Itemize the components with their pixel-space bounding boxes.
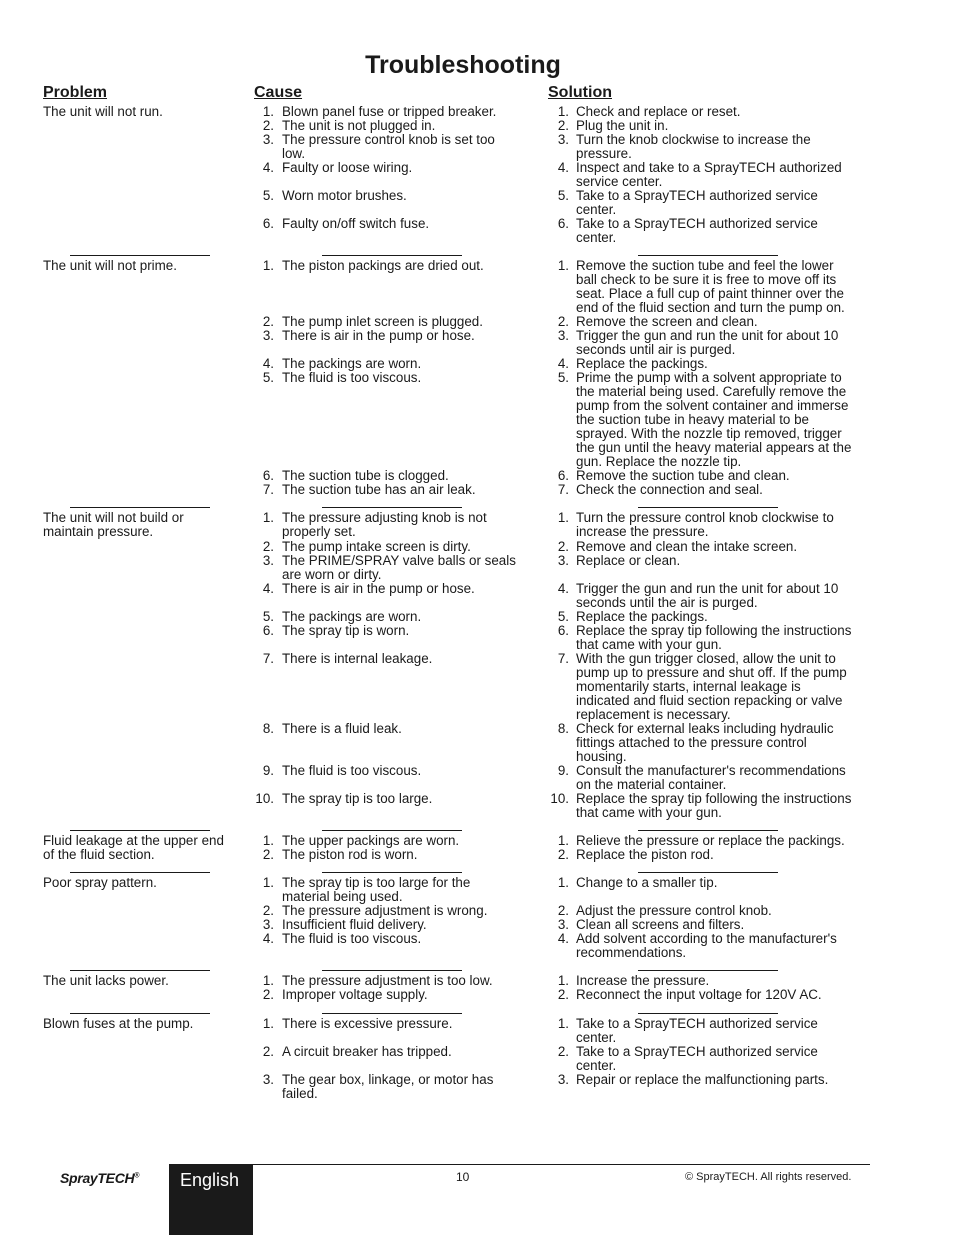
solution-text: Reconnect the input voltage for 120V AC. [576,987,822,1002]
solution-text: Check and replace or reset. [576,104,741,119]
cause-number: 6. [262,468,274,483]
problem-text: The unit will not run. [43,104,163,119]
solution-number: 8. [557,721,569,736]
cause-text: Worn motor brushes. [282,188,407,203]
cause-text: The suction tube is clogged. [282,468,449,483]
cause-number: 2. [262,1044,274,1059]
solution-number: 1. [557,833,569,848]
solution-number: 2. [557,314,569,329]
solution-text: Replace the spray tip following the instructions [576,623,852,638]
solution-number: 3. [557,1072,569,1087]
solution-text: Replace the spray tip following the instructions [576,791,852,806]
solution-text: Trigger the gun and run the unit for about 10 [576,328,839,343]
cause-number: 1. [262,1016,274,1031]
solution-number: 6. [557,216,569,231]
solution-text: service center. [576,174,663,189]
cause-text: material being used. [282,889,403,904]
cause-number: 3. [262,917,274,932]
language-label: English [180,1170,240,1190]
solution-text: seat. Place a full cup of paint thinner over the [576,286,844,301]
solution-text: fittings attached to the pressure control [576,735,807,750]
cause-number: 3. [262,1072,274,1087]
footer-rule [253,1164,870,1165]
cause-number: 1. [262,510,274,525]
section-divider-solution [638,872,778,873]
problem-column-header: Problem [43,84,108,101]
cause-text: A circuit breaker has tripped. [282,1044,452,1059]
cause-text: The pressure adjustment is wrong. [282,903,488,918]
solution-number: 3. [557,917,569,932]
problem-text: Blown fuses at the pump. [43,1016,194,1031]
cause-number: 7. [262,651,274,666]
cause-text: The pressure adjusting knob is not [282,510,487,525]
cause-text: The gear box, linkage, or motor has [282,1072,494,1087]
solution-text: Change to a smaller tip. [576,875,718,890]
solution-text: housing. [576,749,627,764]
cause-text: The upper packings are worn. [282,833,460,848]
solution-text: the material being used. Carefully remove the [576,384,847,399]
solution-number: 3. [557,553,569,568]
solution-number: 2. [557,118,569,133]
cause-number: 4. [262,160,274,175]
cause-number: 4. [262,356,274,371]
brand-name: SprayTECH [60,1170,135,1186]
solution-number: 6. [557,468,569,483]
solution-number: 5. [557,609,569,624]
cause-text: Faulty or loose wiring. [282,160,413,175]
solution-number: 3. [557,328,569,343]
section-divider-problem [70,830,210,831]
solution-column-header: Solution [548,84,612,101]
cause-number: 1. [262,258,274,273]
cause-text: There is excessive pressure. [282,1016,453,1031]
spraytech-logo [60,1170,139,1186]
cause-number: 5. [262,370,274,385]
section-divider-solution [638,507,778,508]
solution-text: Take to a SprayTECH authorized service [576,1044,818,1059]
solution-number: 2. [557,539,569,554]
solution-text: ball check to be sure it is free to move off its [576,272,837,287]
section-divider-cause [322,1013,462,1014]
solution-number: 1. [557,1016,569,1031]
cause-text: The spray tip is worn. [282,623,410,638]
cause-text: are worn or dirty. [282,567,382,582]
cause-text: There is air in the pump or hose. [282,581,475,596]
solution-text: Remove the suction tube and clean. [576,468,790,483]
solution-number: 1. [557,510,569,525]
solution-text: indicated and fluid section repacking or valve [576,693,843,708]
section-divider-problem [70,1013,210,1014]
solution-number: 4. [557,356,569,371]
solution-text: Replace the packings. [576,356,708,371]
solution-text: Remove and clean the intake screen. [576,539,798,554]
solution-text: center. [576,1030,617,1045]
cause-number: 7. [262,482,274,497]
cause-text: properly set. [282,524,356,539]
solution-text: Turn the knob clockwise to increase the [576,132,811,147]
solution-text: increase the pressure. [576,524,709,539]
cause-number: 2. [262,314,274,329]
cause-text: The pump intake screen is dirty. [282,539,471,554]
cause-number: 2. [262,903,274,918]
cause-text: The piston packings are dried out. [282,258,484,273]
cause-text: Blown panel fuse or tripped breaker. [282,104,497,119]
solution-text: Trigger the gun and run the unit for about 10 [576,581,839,596]
cause-text: There is a fluid leak. [282,721,402,736]
solution-text: With the gun trigger closed, allow the unit to [576,651,836,666]
solution-number: 5. [557,370,569,385]
cause-text: Insufficient fluid delivery. [282,917,427,932]
section-divider-cause [322,830,462,831]
cause-text: The fluid is too viscous. [282,763,422,778]
solution-text: Replace the packings. [576,609,708,624]
cause-text: The fluid is too viscous. [282,931,422,946]
solution-text: Remove the suction tube and feel the lower [576,258,834,273]
solution-number: 5. [557,188,569,203]
solution-number: 2. [557,847,569,862]
cause-text: Faulty on/off switch fuse. [282,216,430,231]
cause-text: The pump inlet screen is plugged. [282,314,483,329]
solution-text: Add solvent according to the manufacturer's [576,931,837,946]
solution-number: 4. [557,931,569,946]
solution-number: 2. [557,987,569,1002]
solution-number: 4. [557,160,569,175]
cause-number: 1. [262,973,274,988]
solution-text: Plug the unit in. [576,118,669,133]
solution-text: momentarily starts, internal leakage is [576,679,801,694]
problem-text: The unit will not prime. [43,258,177,273]
cause-text: The spray tip is too large. [282,791,433,806]
solution-number: 7. [557,651,569,666]
cause-text: The spray tip is too large for the [282,875,471,890]
cause-number: 2. [262,847,274,862]
cause-text: There is air in the pump or hose. [282,328,475,343]
problem-text: maintain pressure. [43,524,154,539]
solution-text: seconds until air is purged. [576,342,736,357]
solution-text: Check the connection and seal. [576,482,763,497]
solution-text: Take to a SprayTECH authorized service [576,216,818,231]
solution-number: 6. [557,623,569,638]
section-divider-problem [70,255,210,256]
section-divider-cause [322,507,462,508]
solution-number: 7. [557,482,569,497]
solution-text: Relieve the pressure or replace the packings. [576,833,845,848]
solution-text: Inspect and take to a SprayTECH authorized [576,160,842,175]
solution-text: center. [576,230,617,245]
section-divider-problem [70,970,210,971]
section-divider-problem [70,872,210,873]
solution-number: 1. [557,875,569,890]
cause-number: 6. [262,623,274,638]
section-divider-cause [322,255,462,256]
solution-text: Replace or clean. [576,553,681,568]
cause-text: low. [282,146,306,161]
solution-text: pump up to pressure and shut off. If the pump [576,665,847,680]
section-divider-cause [322,970,462,971]
solution-text: the suction tube in heavy material to be [576,412,809,427]
solution-text: Take to a SprayTECH authorized service [576,188,818,203]
solution-text: replacement is necessary. [576,707,731,722]
solution-number: 4. [557,581,569,596]
solution-text: pump from the solvent container and immerse [576,398,849,413]
cause-number: 9. [262,763,274,778]
problem-text: Fluid leakage at the upper end [43,833,224,848]
cause-number: 4. [262,581,274,596]
solution-text: Clean all screens and filters. [576,917,745,932]
cause-text: The suction tube has an air leak. [282,482,476,497]
cause-text: The pressure control knob is set too [282,132,495,147]
solution-text: on the material container. [576,777,727,792]
cause-number: 2. [262,118,274,133]
solution-text: Replace the piston rod. [576,847,714,862]
solution-text: sprayed. With the nozzle tip removed, trigger [576,426,842,441]
solution-number: 2. [557,1044,569,1059]
cause-number: 3. [262,328,274,343]
solution-text: Take to a SprayTECH authorized service [576,1016,818,1031]
solution-text: the gun until the heavy material appears at the [576,440,852,455]
cause-text: failed. [282,1086,318,1101]
solution-text: Repair or replace the malfunctioning parts. [576,1072,829,1087]
solution-number: 1. [557,973,569,988]
solution-number: 1. [557,104,569,119]
solution-text: center. [576,202,617,217]
solution-text: Consult the manufacturer's recommendations [576,763,846,778]
cause-text: Improper voltage supply. [282,987,428,1002]
cause-number: 6. [262,216,274,231]
solution-number: 1. [557,258,569,273]
section-divider-solution [638,970,778,971]
solution-text: Increase the pressure. [576,973,710,988]
cause-number: 5. [262,609,274,624]
section-divider-cause [322,872,462,873]
problem-text: of the fluid section. [43,847,155,862]
copyright-text: © SprayTECH. All rights reserved. [685,1171,852,1183]
cause-number: 3. [262,132,274,147]
solution-text: pressure. [576,146,632,161]
solution-text: that came with your gun. [576,637,722,652]
cause-text: The unit is not plugged in. [282,118,436,133]
cause-number: 2. [262,539,274,554]
cause-number: 2. [262,987,274,1002]
cause-text: There is internal leakage. [282,651,433,666]
cause-number: 1. [262,875,274,890]
problem-text: The unit will not build or [43,510,184,525]
cause-number: 1. [262,833,274,848]
solution-text: recommendations. [576,945,687,960]
problem-text: Poor spray pattern. [43,875,157,890]
solution-text: center. [576,1058,617,1073]
solution-text: that came with your gun. [576,805,722,820]
cause-number: 3. [262,553,274,568]
registered-mark: ® [134,1172,140,1180]
solution-text: gun. Replace the nozzle tip. [576,454,742,469]
cause-number: 10. [255,791,274,806]
cause-number: 5. [262,188,274,203]
section-divider-solution [638,255,778,256]
cause-text: The packings are worn. [282,609,422,624]
cause-number: 4. [262,931,274,946]
solution-text: Adjust the pressure control knob. [576,903,772,918]
page-number: 10 [456,1170,470,1184]
solution-text: end of the fluid section and turn the pump on. [576,300,845,315]
solution-text: Check for external leaks including hydraulic [576,721,834,736]
cause-number: 8. [262,721,274,736]
cause-text: The fluid is too viscous. [282,370,422,385]
cause-text: The piston rod is worn. [282,847,418,862]
cause-text: The packings are worn. [282,356,422,371]
cause-number: 1. [262,104,274,119]
solution-number: 9. [557,763,569,778]
cause-text: The PRIME/SPRAY valve balls or seals [282,553,516,568]
section-divider-solution [638,830,778,831]
section-divider-solution [638,1013,778,1014]
solution-number: 10. [550,791,569,806]
cause-column-header: Cause [254,84,303,101]
solution-text: seconds until the air is purged. [576,595,758,610]
page-title: Troubleshooting [365,51,561,79]
problem-text: The unit lacks power. [43,973,169,988]
cause-text: The pressure adjustment is too low. [282,973,493,988]
section-divider-problem [70,507,210,508]
solution-number: 2. [557,903,569,918]
solution-text: Prime the pump with a solvent appropriate to [576,370,842,385]
solution-text: Remove the screen and clean. [576,314,758,329]
solution-text: Turn the pressure control knob clockwise to [576,510,834,525]
solution-number: 3. [557,132,569,147]
